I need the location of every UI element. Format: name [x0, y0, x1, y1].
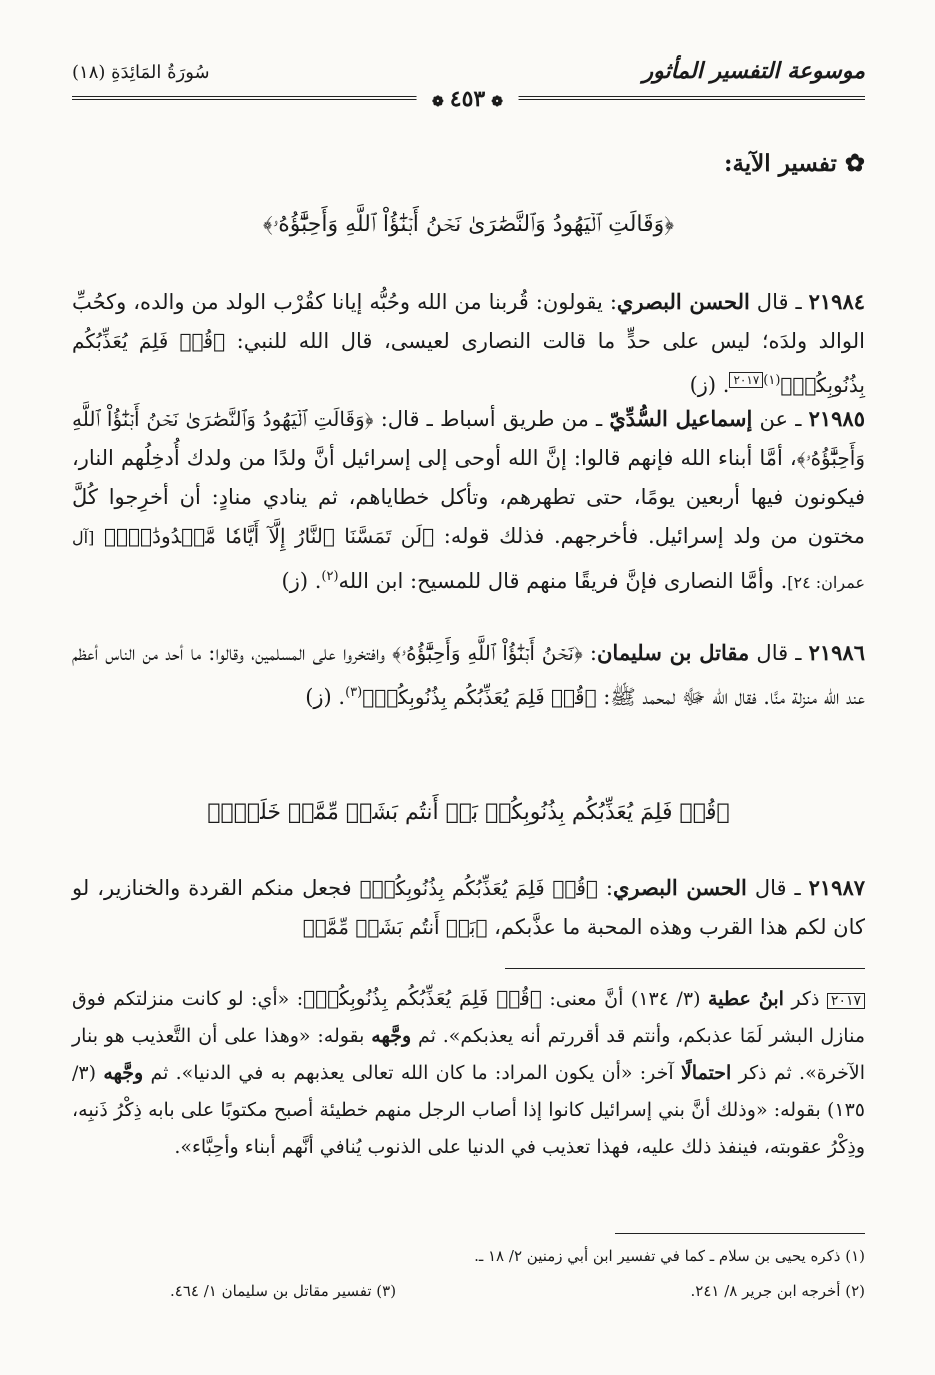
quran-quote: ﴿نَحۡنُ أَبۡنَٰٓؤُاْ ٱللَّهِ وَأَحِبَّٰٓؤُهُۥ﴾ [392, 641, 583, 665]
cited-author: ابنُ عطية [707, 988, 784, 1010]
footnote-separator [615, 1233, 865, 1234]
quran-quote: ﴿قُلۡ فَلِمَ يُعَذِّبُكُم بِذُنُوبِكُمۖ﴾ [359, 876, 598, 900]
narration-21986: ٢١٩٨٦ ـ قال مقاتل بن سليمان: ﴿نَحۡنُ أَبۡنَٰٓؤُاْ ٱللَّهِ وَأَحِبَّٰٓؤُهُۥ﴾ وافتخروا على المسلمين، وقالوا: ما أحد من الناس أعظم عند الله منزلة منَّا. فقال الله ﷻ لمحمد ﷺ: ﴿قُلۡ فَلِمَ يُعَذِّبُكُم بِذُنُوبِكُمۖ﴾$^{(٣)}$. (ز) [72, 640, 865, 709]
verse-heading: ﴿وَقَالَتِ ٱلۡيَهُودُ وَٱلنَّصَٰرَىٰ نَحۡنُ أَبۡنَٰٓؤُاْ ٱللَّهِ وَأَحِبَّٰٓؤُهُۥ﴾ [263, 212, 674, 237]
quran-quote: ﴿بَلۡ أَنتُم بَشَرٞ مِّمَّنۡ [302, 915, 488, 939]
footnote-ref[interactable]: (١) [763, 373, 781, 388]
quran-quote: ﴿قُلۡ فَلِمَ يُعَذِّبُكُم بِذُنُوبِكُمۖ﴾ [362, 685, 597, 709]
narration-number: ٢١٩٨٧ [808, 875, 866, 900]
quran-quote: ﴿قُلۡ فَلِمَ يُعَذِّبُكُم بِذُنُوبِكُمۖ﴾ [303, 986, 542, 1010]
narrator-name: الحسن البصري [612, 875, 747, 900]
footnote-ref[interactable]: (٢) [321, 569, 339, 584]
narrator-name: إسماعيل السُّدِّيّ [609, 406, 753, 431]
commentary-note: ٢٠١٧ ذكر ابنُ عطية (٣/ ١٣٤) أنَّ معنى: ﴿قُلۡ فَلِمَ يُعَذِّبُكُم بِذُنُوبِكُمۖ﴾: «أي: لو كانت منزلتكم فوق منازل البشر لَمَا عذبكم، وأنتم قد أقررتم أنه يعذبكم». ثم وجَّهه بقوله: «وهذا على أن التَّعذيب هو بنار الآخرة». ثم ذكر احتمالًا آخر: «أن يكون المراد: ما كان الله تعالى يعذبهم به في الدنيا». ثم وجَّهه (٣/ ١٣٥) بقوله: «وذلك أنَّ بني إسرائيل كانوا إذا أصاب الرجل منهم خطيئة أصبح مكتوبًا على بابه ذِكْرُ ذَنبِه، وذِكْرُ عقوبته، فينفذ ذلك عليه، فهذا تعذيب في الدنيا على الذنوب يُنافي أنَّهم أبناء وأحِبَّاء». [72, 986, 865, 1158]
narration-number: ٢١٩٨٥ [808, 406, 865, 431]
commentary-number: ٢٠١٧ [827, 993, 865, 1009]
quran-citation: [آل عمران: ٢٤] [72, 528, 865, 592]
quran-quote: ﴿وَقَالَتِ ٱلۡيَهُودُ وَٱلنَّصَٰرَىٰ نَحۡنُ أَبۡنَٰٓؤُاْ ٱللَّهِ وَأَحِبَّٰٓؤُهُۥ﴾ [72, 407, 865, 470]
footnote-3: (٣) تفسير مقاتل بن سليمان ١/ ٤٦٤. [170, 1282, 397, 1300]
quran-quote: ﴿قُلۡ فَلِمَ يُعَذِّبُكُم بِذُنُوبِكُمۖ﴾ [72, 329, 865, 397]
flower-icon: ✿ [844, 148, 865, 177]
narrator-name: الحسن البصري [616, 289, 750, 314]
narrator-name: مقاتل بن سليمان [597, 640, 750, 665]
quran-quote: ﴿لَن تَمَسَّنَا ٱلنَّارُ إِلَّآ أَيَّامٗا مَّعۡدُودَٰتٖۖ﴾ [104, 524, 435, 548]
footnote-1: (١) ذكره يحيى بن سلام ـ كما في تفسير ابن أبي زمنين ٢/ ١٨ ـ. [474, 1247, 865, 1265]
verse-heading: ﴿قُلۡ فَلِمَ يُعَذِّبُكُم بِذُنُوبِكُمۖ بَلۡ أَنتُم بَشَرٞ مِّمَّنۡ خَلَقَۚ﴾ [207, 800, 730, 825]
narration-21987: ٢١٩٨٧ ـ قال الحسن البصري: ﴿قُلۡ فَلِمَ يُعَذِّبُكُم بِذُنُوبِكُمۖ﴾ فجعل منكم القردة والخنازير، لو كان لكم هذا القرب وهذه المحبة ما عذَّبكم، ﴿بَلۡ أَنتُم بَشَرٞ مِّمَّنۡ [72, 875, 866, 939]
ornament-icon: ❁ [491, 94, 503, 110]
section-title: ✿تفسير الآية: [723, 148, 865, 177]
narration-number: ٢١٩٨٤ [808, 289, 866, 314]
series-title: موسوعة التفسير المأثور [642, 58, 865, 84]
narration-number: ٢١٩٨٦ [808, 640, 865, 665]
commentary-ref[interactable]: ٢٠١٧ [729, 372, 763, 388]
narration-21985: ٢١٩٨٥ ـ عن إسماعيل السُّدِّيّ ـ من طريق أسباط ـ قال: ﴿وَقَالَتِ ٱلۡيَهُودُ وَٱلنَّصَٰرَىٰ نَحۡنُ أَبۡنَٰٓؤُاْ ٱللَّهِ وَأَحِبَّٰٓؤُهُۥ﴾، أمَّا أبناء الله فإنهم قالوا: إنَّ الله أوحى إلى إسرائيل أنَّ ولدًا من ولدك أُدخِلُهم النار، فيكونون فيها أربعين يومًا، حتى تطهرهم، وتأكل خطاياهم، ثم ينادي منادٍ: أن أخرِجوا كُلَّ مختون من ولد إسرائيل. فأخرجهم. فذلك قوله: ﴿لَن تَمَسَّنَا ٱلنَّارُ إِلَّآ أَيَّامٗا مَّعۡدُودَٰتٖۖ﴾ [آل عمران: ٢٤]. وأمَّا النصارى فإنَّ فريقًا منهم قال للمسيح: ابن الله$^{(٢)}$. (ز) [72, 406, 865, 593]
footnote-2: (٢) أخرجه ابن جرير ٨/ ٢٤١. [690, 1282, 865, 1300]
footnote-ref[interactable]: (٣) [345, 685, 363, 700]
page-number: ❁٤٥٣❁ [416, 86, 519, 112]
narration-21984: ٢١٩٨٤ ـ قال الحسن البصري: يقولون: قُربنا من الله وحُبُّه إيانا كقُرْب الولد من والده، وكحُبِّ الوالد ولدَه؛ ليس على حدٍّ ما قالت النصارى لعيسى، قال الله للنبي: ﴿قُلۡ فَلِمَ يُعَذِّبُكُم بِذُنُوبِكُمۖ﴾$^{(١)}$٢٠١٧. (ز) [72, 289, 866, 397]
ornament-icon: ❁ [432, 94, 444, 110]
surah-name: سُورَةُ المَائِدَةِ (١٨) [72, 62, 210, 83]
commentary-separator [505, 968, 865, 969]
